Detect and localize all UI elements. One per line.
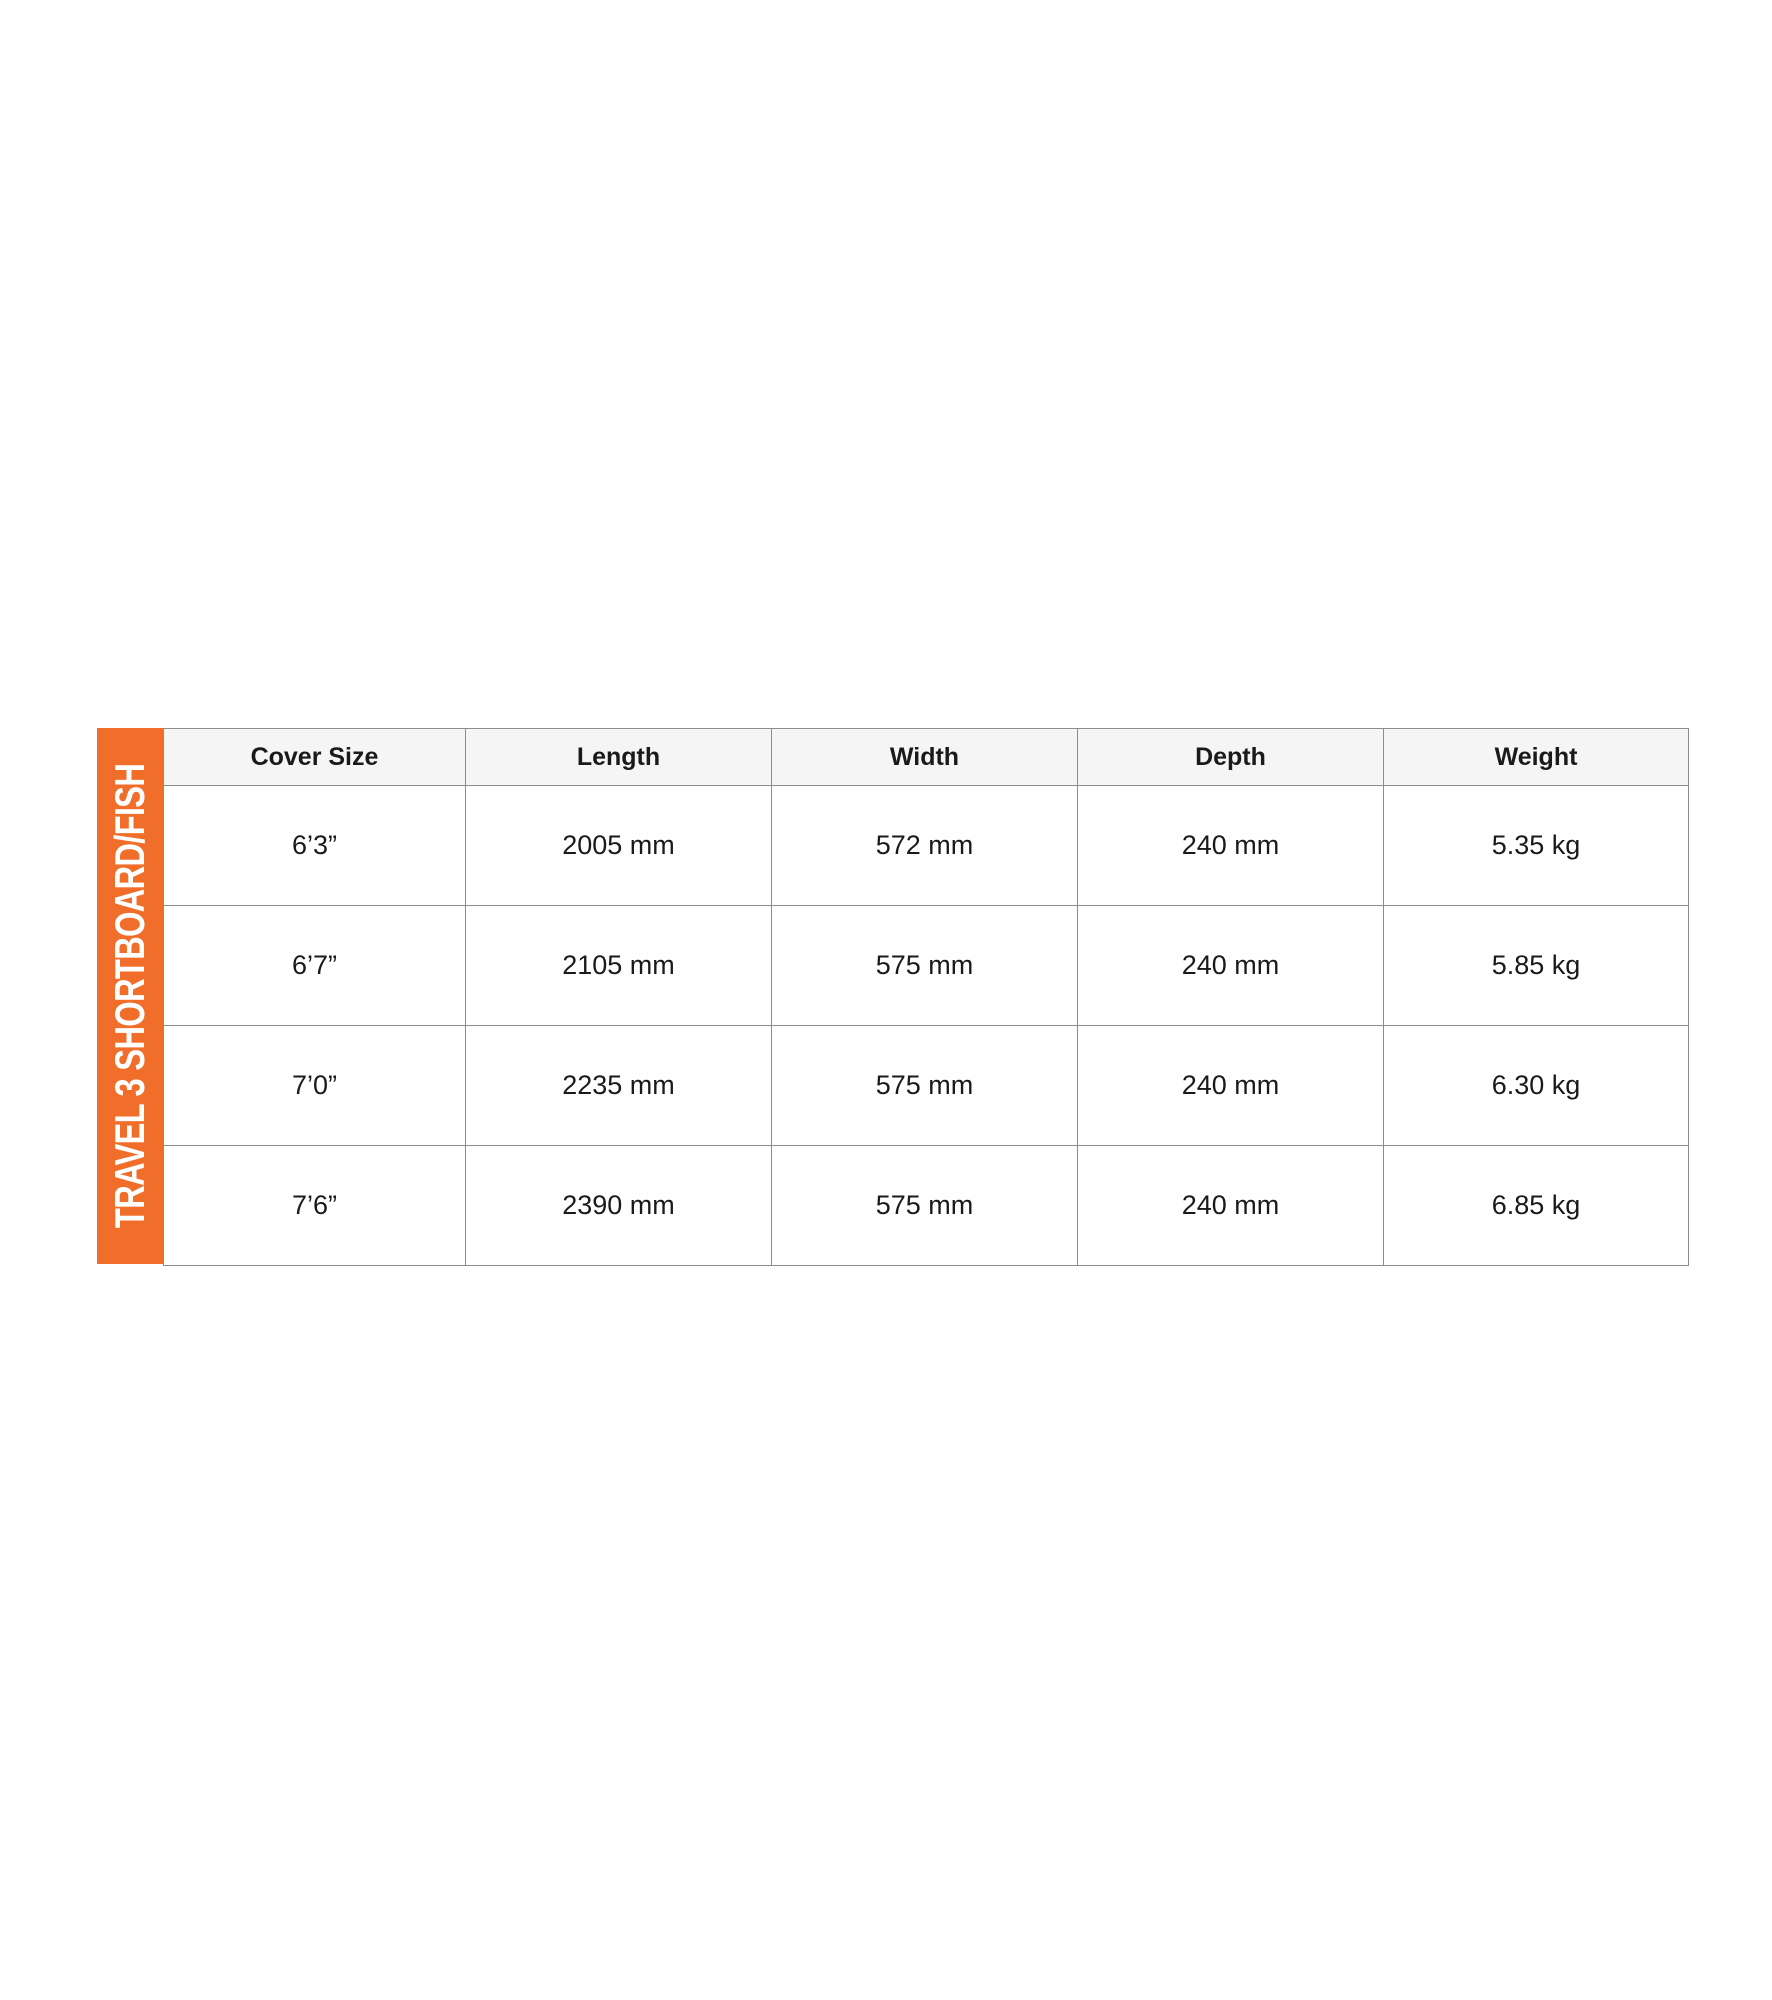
cell-depth: 240 mm (1078, 1026, 1384, 1146)
cell-depth: 240 mm (1078, 1146, 1384, 1266)
cell-cover-size: 7’6” (164, 1146, 466, 1266)
cell-length: 2105 mm (466, 906, 772, 1026)
size-chart (97, 728, 1688, 1264)
cell-cover-size: 6’3” (164, 786, 466, 906)
header-weight: Weight (1384, 729, 1689, 786)
cell-length: 2390 mm (466, 1146, 772, 1266)
specs-table (163, 728, 1689, 1266)
side-label-band (97, 728, 163, 1264)
cell-width: 572 mm (772, 786, 1078, 906)
header-row (164, 729, 1689, 786)
cell-weight: 5.35 kg (1384, 786, 1689, 906)
cell-length: 2005 mm (466, 786, 772, 906)
cell-width: 575 mm (772, 906, 1078, 1026)
table-row (164, 1026, 1689, 1146)
cell-weight: 5.85 kg (1384, 906, 1689, 1026)
side-label (106, 698, 154, 1293)
table-row (164, 786, 1689, 906)
header-depth: Depth (1078, 729, 1384, 786)
header-length: Length (466, 729, 772, 786)
cell-width: 575 mm (772, 1146, 1078, 1266)
table-row (164, 1146, 1689, 1266)
cell-weight: 6.30 kg (1384, 1026, 1689, 1146)
cell-depth: 240 mm (1078, 786, 1384, 906)
header-cover-size: Cover Size (164, 729, 466, 786)
cell-weight: 6.85 kg (1384, 1146, 1689, 1266)
header-width: Width (772, 729, 1078, 786)
cell-cover-size: 7’0” (164, 1026, 466, 1146)
table-row (164, 906, 1689, 1026)
cell-length: 2235 mm (466, 1026, 772, 1146)
side-label-text: TRAVEL 3 SHORTBOARD/FISH (106, 763, 153, 1229)
cell-cover-size: 6’7” (164, 906, 466, 1026)
cell-width: 575 mm (772, 1026, 1078, 1146)
cell-depth: 240 mm (1078, 906, 1384, 1026)
